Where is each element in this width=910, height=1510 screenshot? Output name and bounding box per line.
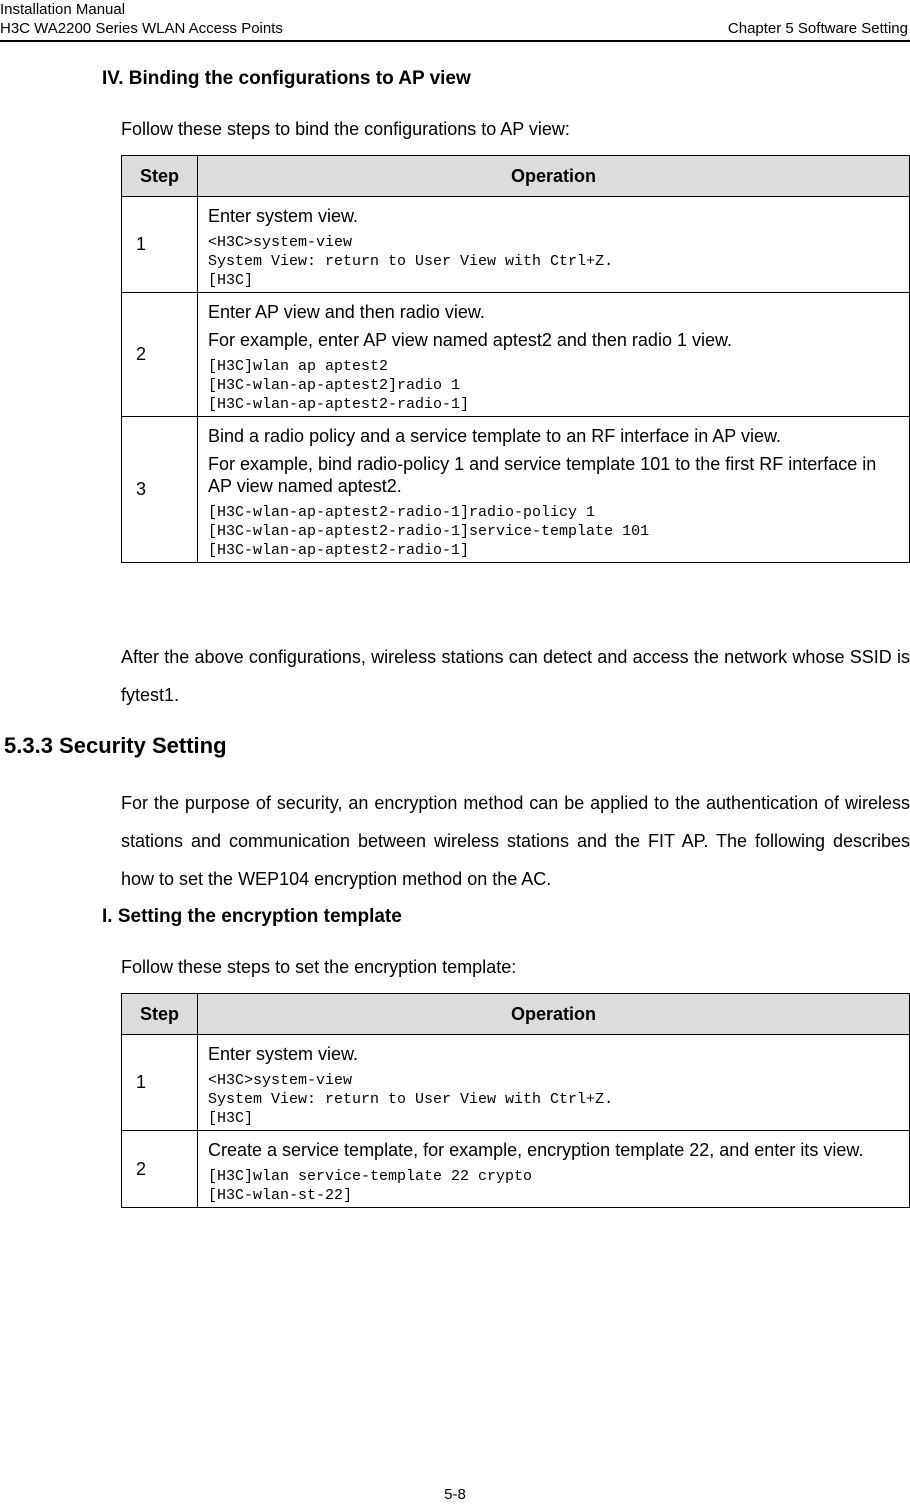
encryption-intro-text: Follow these steps to set the encryption template: (121, 957, 517, 977)
operation-cell (198, 1035, 910, 1131)
command-code-block: [H3C]wlan service-template 22 crypto [H3C-wlan-st-22] (208, 1168, 533, 1204)
table-header-row (122, 994, 910, 1035)
operation-description: Enter system view. (208, 206, 359, 226)
table-row (122, 1035, 910, 1131)
heading-encryption-template: I. Setting the encryption template (102, 906, 402, 927)
step-column-header: Step (122, 994, 198, 1035)
operation-description: Enter system view. (208, 1044, 359, 1064)
operation-cell (198, 1131, 910, 1208)
operation-description: Create a service template, for example, encryption template 22, and enter its view. (208, 1140, 864, 1160)
operation-cell (198, 197, 910, 293)
header-manual-type: Installation Manual (0, 1, 126, 18)
encryption-steps-table (121, 993, 910, 1208)
command-code-block: [H3C-wlan-ap-aptest2-radio-1]radio-policy 1 [H3C-wlan-ap-aptest2-radio-1]service-template 101 [H3C-wlan-ap-aptest2-radio-1] (208, 504, 650, 559)
command-code-block: <H3C>system-view System View: return to User View with Ctrl+Z. [H3C] (208, 234, 614, 289)
command-code-block: <H3C>system-view System View: return to User View with Ctrl+Z. [H3C] (208, 1072, 614, 1127)
table-row (122, 1131, 910, 1208)
operation-example: For example, enter AP view named aptest2 and then radio 1 view. (208, 330, 732, 350)
operation-description: Enter AP view and then radio view. (208, 302, 485, 322)
operation-description: Bind a radio policy and a service template to an RF interface in AP view. (208, 426, 781, 446)
after-configuration-paragraph: After the above configurations, wireless stations can detect and access the network whose SSID is fytest1. (121, 647, 910, 705)
operation-example: For example, bind radio-policy 1 and service template 101 to the first RF interface in AP view named aptest2. (208, 454, 877, 496)
binding-intro-text: Follow these steps to bind the configurations to AP view: (121, 119, 570, 139)
heading-binding-configurations: IV. Binding the configurations to AP view (102, 68, 471, 89)
operation-column-header: Operation (198, 156, 910, 197)
table-header-row (122, 156, 910, 197)
operation-column-header: Operation (198, 994, 910, 1035)
security-intro-paragraph: For the purpose of security, an encryption method can be applied to the authentication of wireless stations and communication between wireless stations and the FIT AP. The following describes how to set the WEP104 encryption method on the AC. (121, 793, 910, 889)
step-number: 2 (122, 293, 198, 417)
header-divider (0, 40, 910, 42)
step-number: 2 (122, 1131, 198, 1208)
command-code-block: [H3C]wlan ap aptest2 [H3C-wlan-ap-aptest2]radio 1 [H3C-wlan-ap-aptest2-radio-1] (208, 358, 470, 413)
header-chapter: Chapter 5 Software Setting (727, 20, 908, 37)
step-column-header: Step (122, 156, 198, 197)
section-heading-security-setting: 5.3.3 Security Setting (4, 733, 227, 758)
step-number: 3 (122, 417, 198, 563)
table-row (122, 293, 910, 417)
operation-cell (198, 417, 910, 563)
step-number: 1 (122, 197, 198, 293)
table-row (122, 417, 910, 563)
page-number: 5-8 (444, 1486, 466, 1503)
binding-steps-table (121, 155, 910, 563)
table-row (122, 197, 910, 293)
operation-cell (198, 293, 910, 417)
step-number: 1 (122, 1035, 198, 1131)
header-product-name: H3C WA2200 Series WLAN Access Points (0, 20, 283, 37)
